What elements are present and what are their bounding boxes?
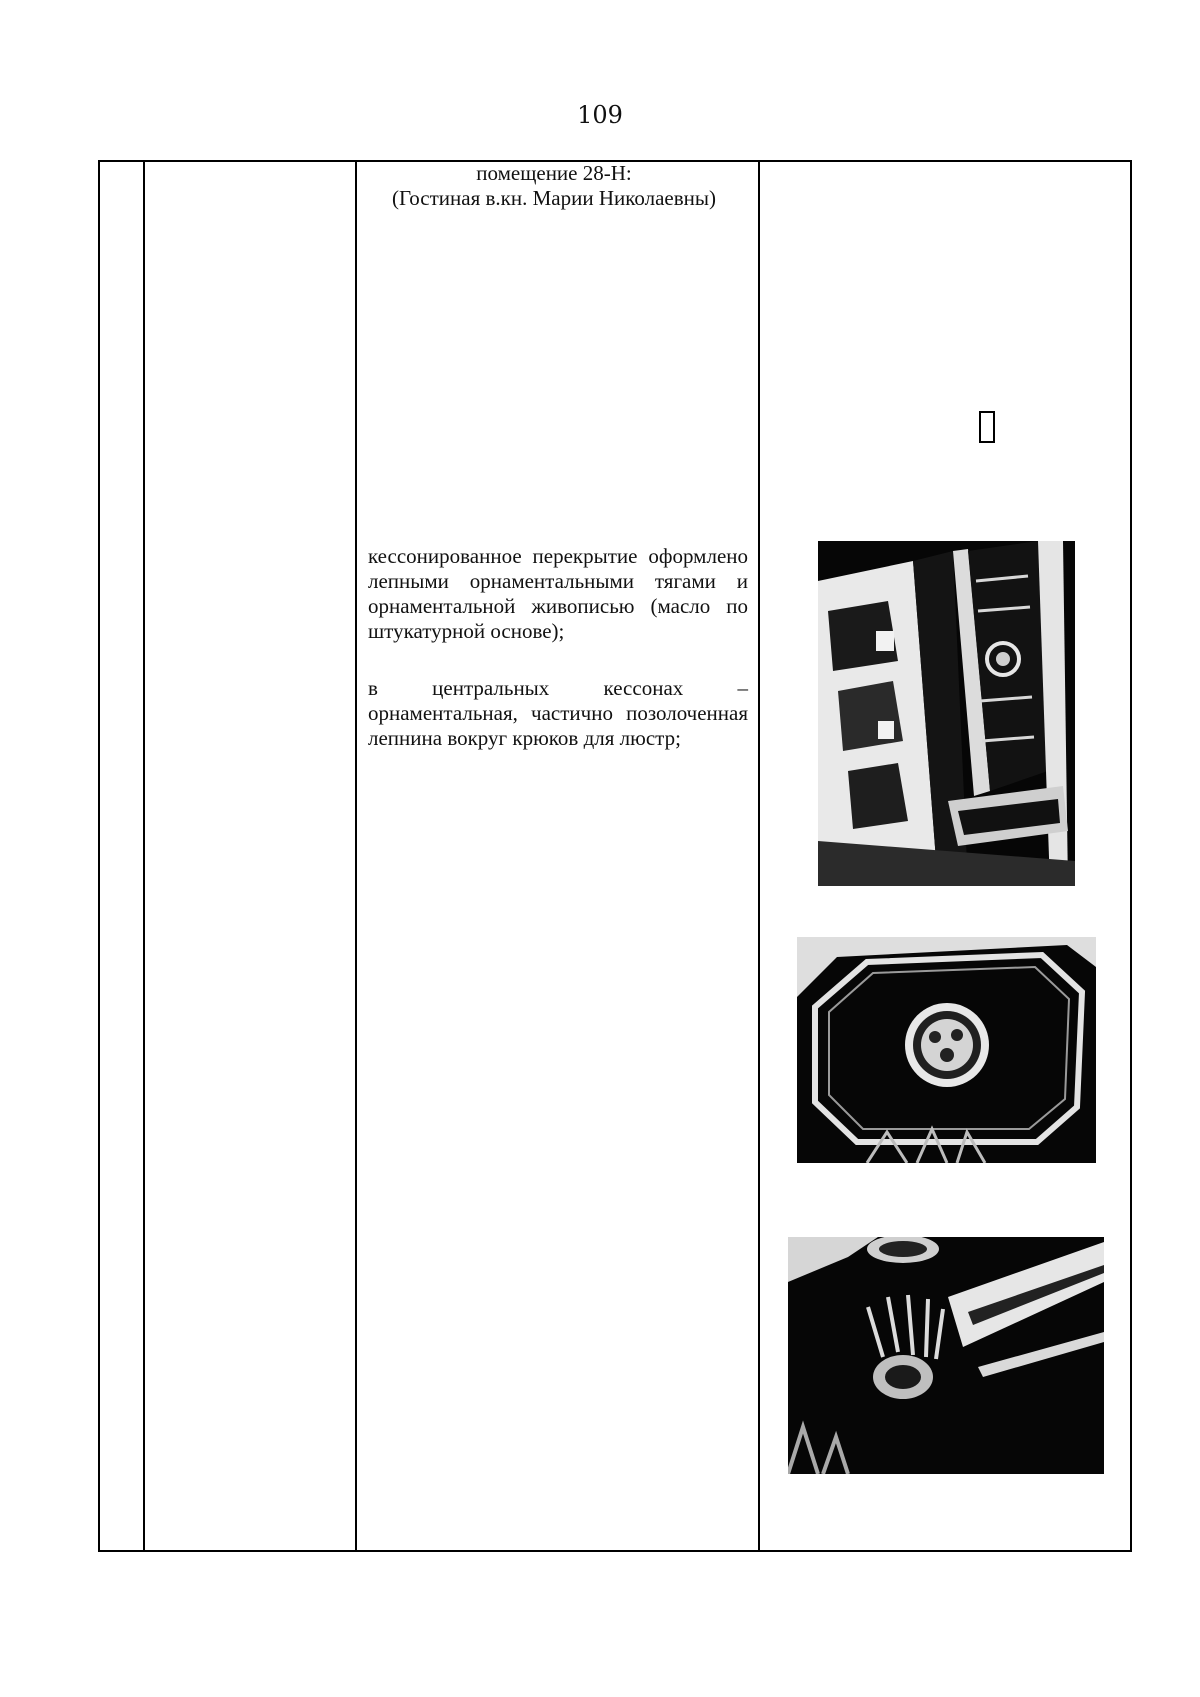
placeholder-rectangle: [979, 411, 995, 443]
column-divider-3: [758, 160, 760, 1552]
room-heading-line1: помещение 28-Н:: [476, 161, 632, 185]
page-number: 109: [577, 101, 623, 129]
room-heading: [358, 161, 750, 211]
ceiling-photo-2: [797, 937, 1096, 1163]
room-heading-line2: (Гостиная в.кн. Марии Николаевны): [392, 186, 716, 210]
ceiling-photo-3: [788, 1237, 1104, 1474]
description-paragraph-coffers: в центральных кессонах – орнаментальная, частично позолоченная лепнина вокруг крюков для люстр;: [368, 676, 748, 750]
column-divider-2: [355, 160, 357, 1552]
column-divider-1: [143, 160, 145, 1552]
description-paragraph-ceiling: кессонированное перекрытие оформлено лепными орнаментальными тягами и орнаментальной живописью (масло по штукатурной основе);: [368, 544, 748, 643]
ceiling-photo-1: [818, 541, 1075, 886]
